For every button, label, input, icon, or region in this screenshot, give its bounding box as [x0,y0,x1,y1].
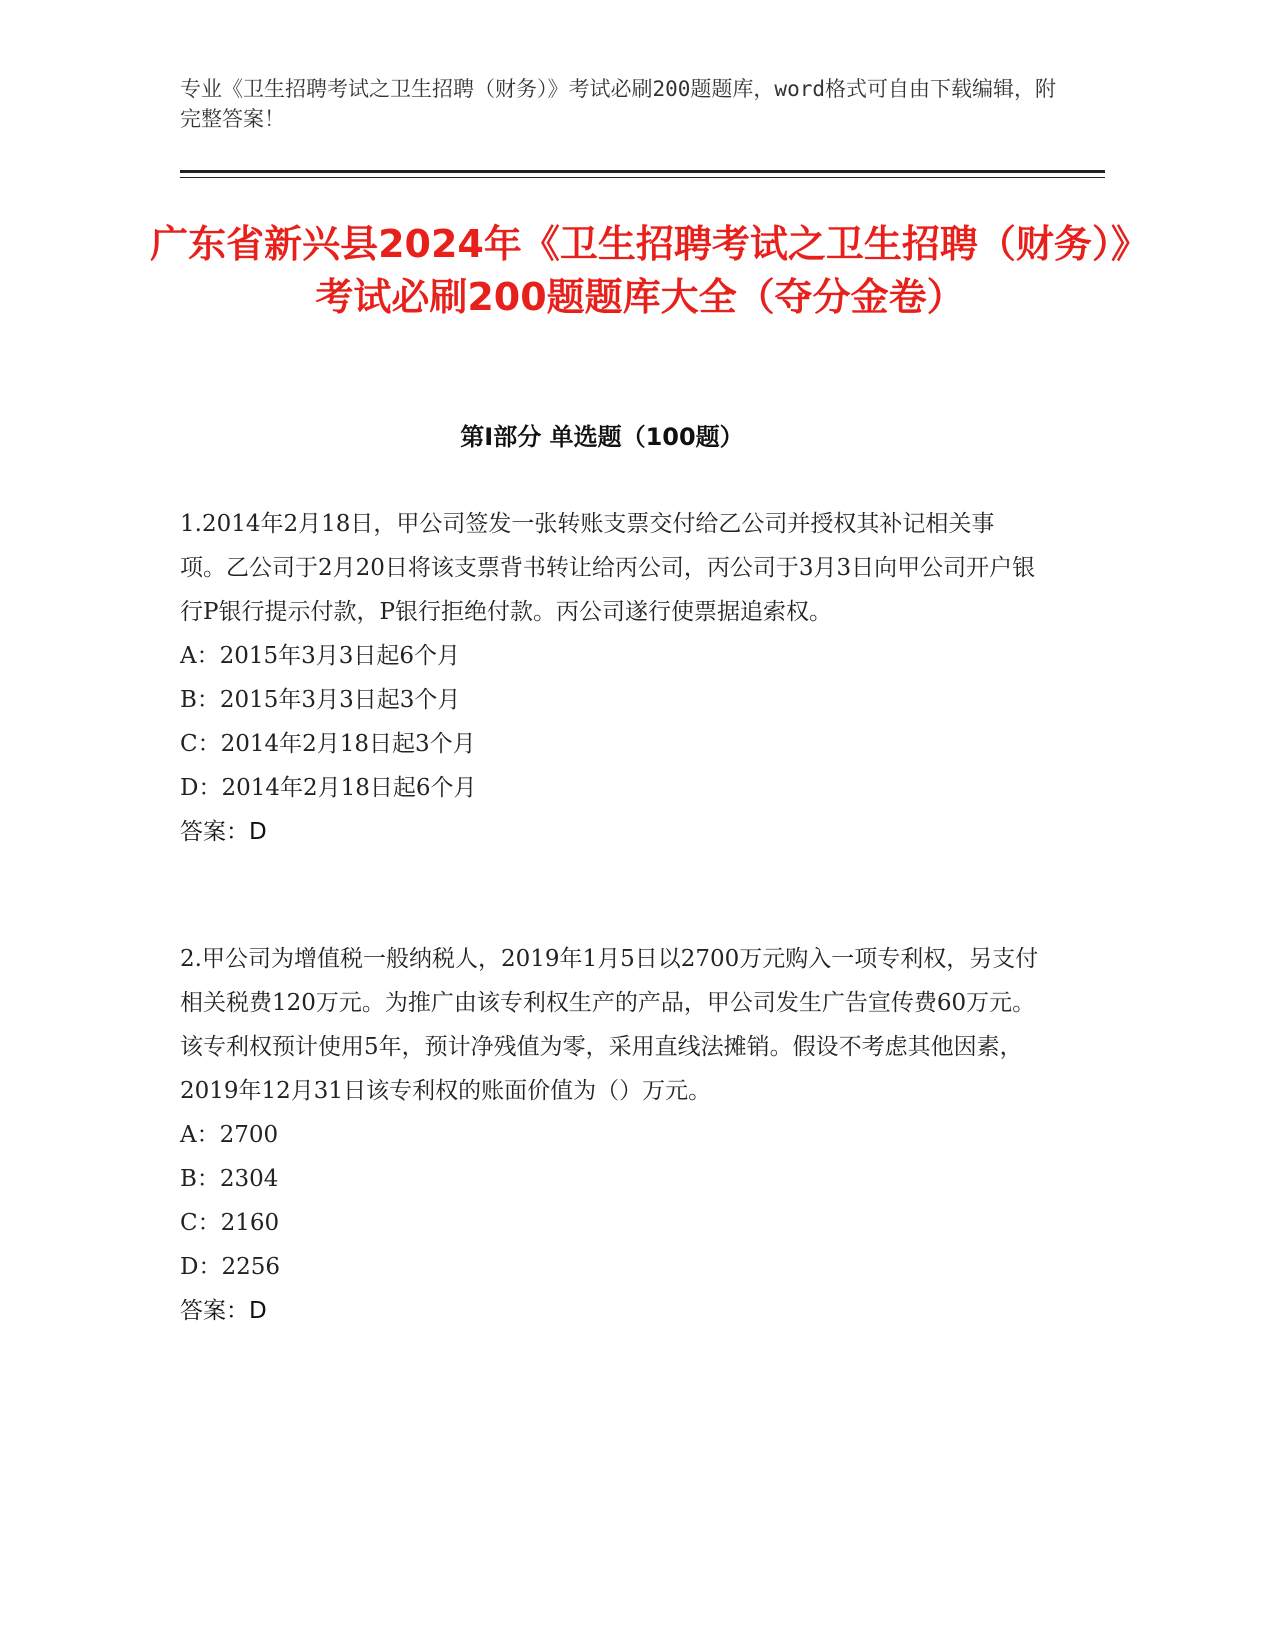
option-a: A：2700 [180,1122,279,1148]
option-d: D：2256 [180,1254,280,1280]
document-title: 广东省新兴县2024年《卫生招聘考试之卫生招聘（财务）》考试必刷200题题库大全（夺分金卷） [150,222,1130,319]
question-2 [180,937,1040,1333]
question-1 [180,502,1040,854]
option-a: A：2015年3月3日起6个月 [180,643,461,669]
question-stem: 1.2014年2月18日，甲公司签发一张转账支票交付给乙公司并授权其补记相关事项。乙公司于2月20日将该支票背书转让给丙公司，丙公司于3月3日向甲公司开户银行P银行提示付款，P银行拒绝付款。丙公司遂行使票据追索权。 [180,511,1036,625]
option-c: C：2160 [180,1210,280,1236]
section-title: 第Ⅰ部分 单选题（100题） [460,423,744,451]
header-rule-thin [180,177,1105,178]
question-stem: 2.甲公司为增值税一般纳税人，2019年1月5日以2700万元购入一项专利权，另支付相关税费120万元。为推广由该专利权生产的产品，甲公司发生广告宣传费60万元。该专利权预计使用5年，预计净残值为零，采用直线法摊销。假设不考虑其他因素，2019年12月31日该专利权的账面价值为（）万元。 [180,946,1039,1104]
answer: 答案：D [180,819,267,845]
option-b: B：2304 [180,1166,279,1192]
answer: 答案：D [180,1298,267,1324]
header-rule-thick [180,170,1105,173]
option-d: D：2014年2月18日起6个月 [180,775,477,801]
header-note: 专业《卫生招聘考试之卫生招聘（财务）》考试必刷200题题库，word格式可自由下载编辑，附完整答案！ [180,77,1056,131]
option-b: B：2015年3月3日起3个月 [180,687,461,713]
option-c: C：2014年2月18日起3个月 [180,731,476,757]
